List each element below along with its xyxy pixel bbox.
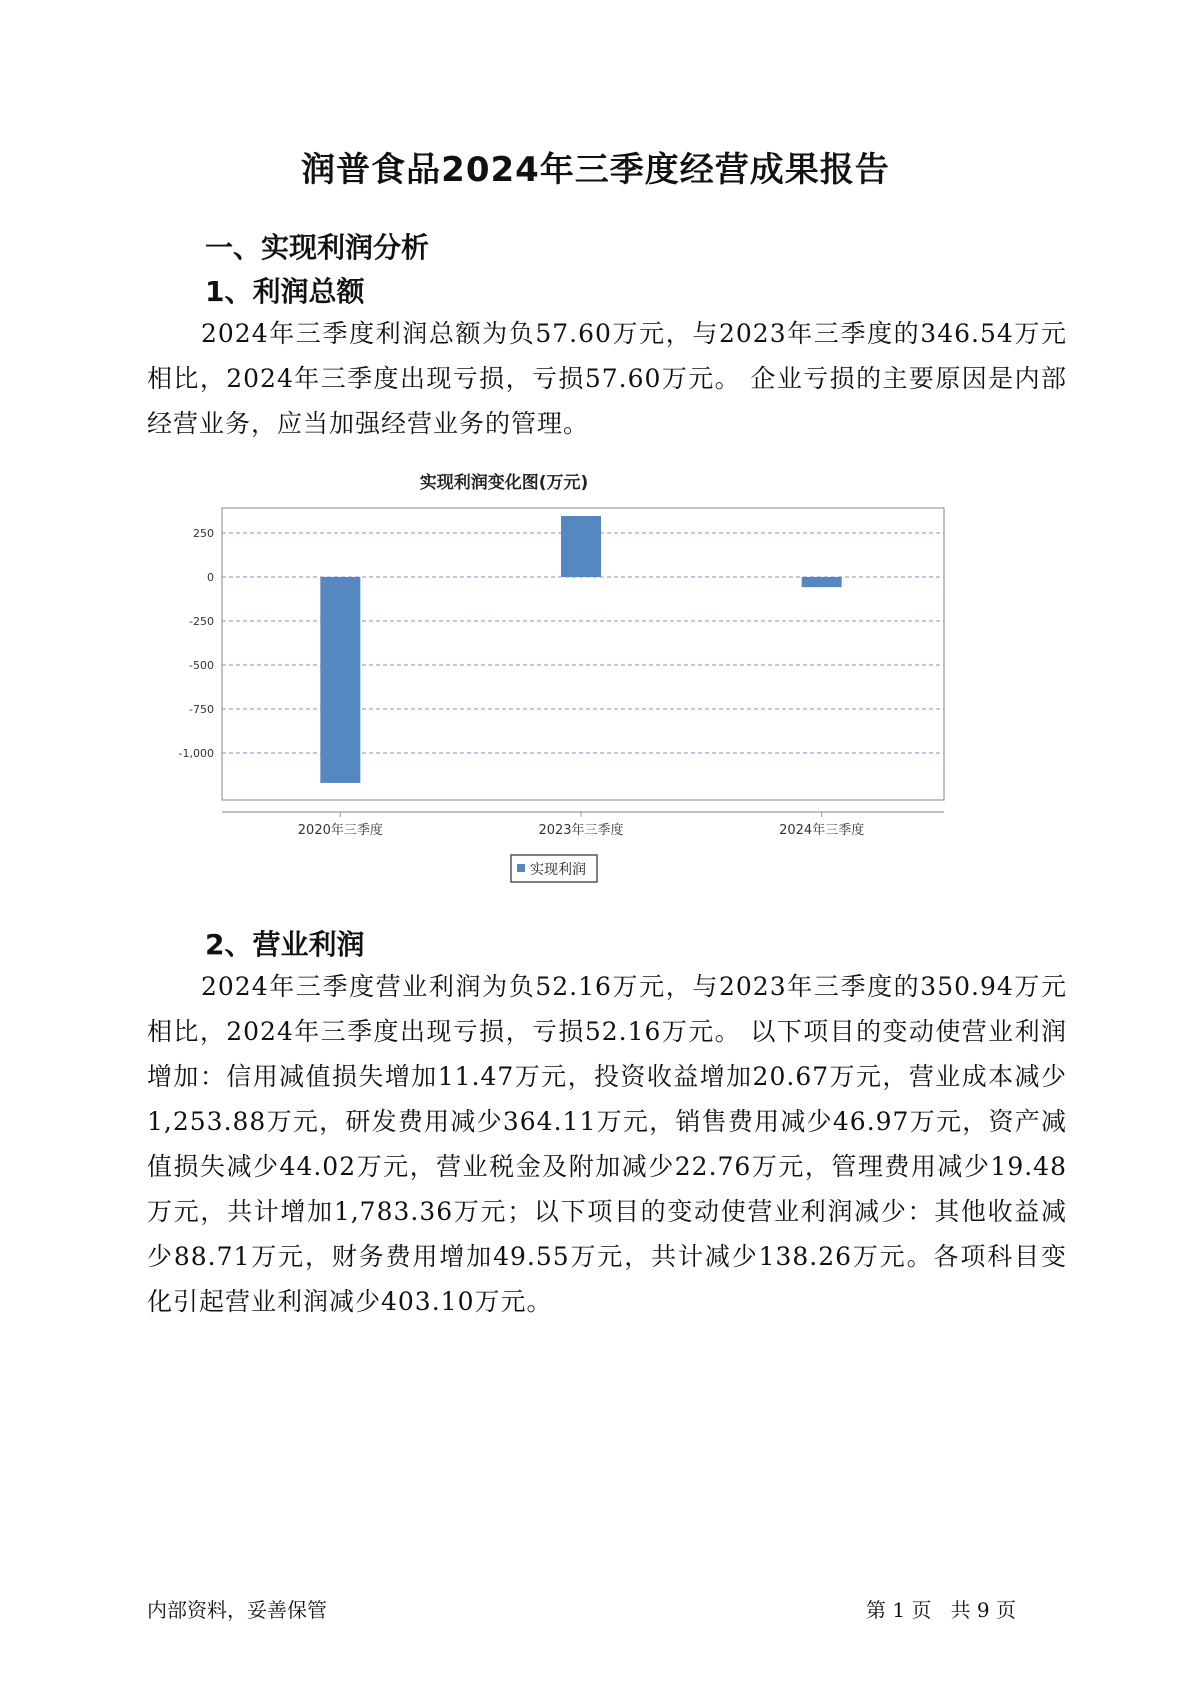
chart-bar	[320, 577, 360, 783]
section-heading-profit-analysis: 一、实现利润分析	[205, 231, 430, 264]
paragraph-operating-profit: 2024年三季度营业利润为负52.16万元，与2023年三季度的350.94万元相比，2024年三季度出现亏损，亏损52.16万元。 以下项目的变动使营业利润增加：信用减值损失增加11.47万元，投资收益增加20.67万元，营业成本减少1,253.88万元，研发费用减少364.11万元，销售费用减少46.97万元，资产减值损失减少44.02万元，营业税金及附加减少22.76万元，管理费用减少19.48万元，共计增加1,783.36万元；以下项目的变动使营业利润减少：其他收益减少88.71万元，财务费用增加49.55万元，共计减少138.26万元。各项科目变化引起营业利润减少403.10万元。	[147, 972, 1067, 1316]
chart-x-tick-label: 2024年三季度	[779, 823, 865, 838]
chart-bar	[802, 577, 842, 587]
chart-legend-swatch	[517, 864, 525, 872]
chart-bar	[561, 516, 601, 577]
chart-legend-label: 实现利润	[530, 862, 586, 878]
chart-y-tick-label: -750	[189, 703, 214, 716]
subsection-heading-operating-profit: 2、营业利润	[205, 928, 365, 961]
subsection-heading-total-profit: 1、利润总额	[205, 275, 365, 308]
chart-x-tick-label: 2020年三季度	[297, 823, 383, 838]
paragraph-total-profit: 2024年三季度利润总额为负57.60万元，与2023年三季度的346.54万元相比，2024年三季度出现亏损，亏损57.60万元。 企业亏损的主要原因是内部经营业务，应当加强经营业务的管理。	[147, 319, 1067, 438]
chart-y-tick-label: -500	[189, 659, 214, 672]
chart-y-tick-label: -1,000	[178, 747, 214, 760]
chart-y-tick-label: 0	[207, 571, 214, 584]
footer-page-number: 第 1 页 共 9 页	[866, 1598, 1016, 1622]
footer-confidential-note: 内部资料，妥善保管	[147, 1598, 327, 1622]
chart-title: 实现利润变化图(万元)	[419, 473, 589, 493]
chart-x-tick-label: 2023年三季度	[538, 823, 624, 838]
profit-bar-chart	[140, 473, 1060, 900]
chart-y-tick-label: -250	[189, 615, 214, 628]
chart-y-tick-label: 250	[193, 527, 214, 540]
page-title: 润普食品2024年三季度经营成果报告	[301, 150, 890, 190]
